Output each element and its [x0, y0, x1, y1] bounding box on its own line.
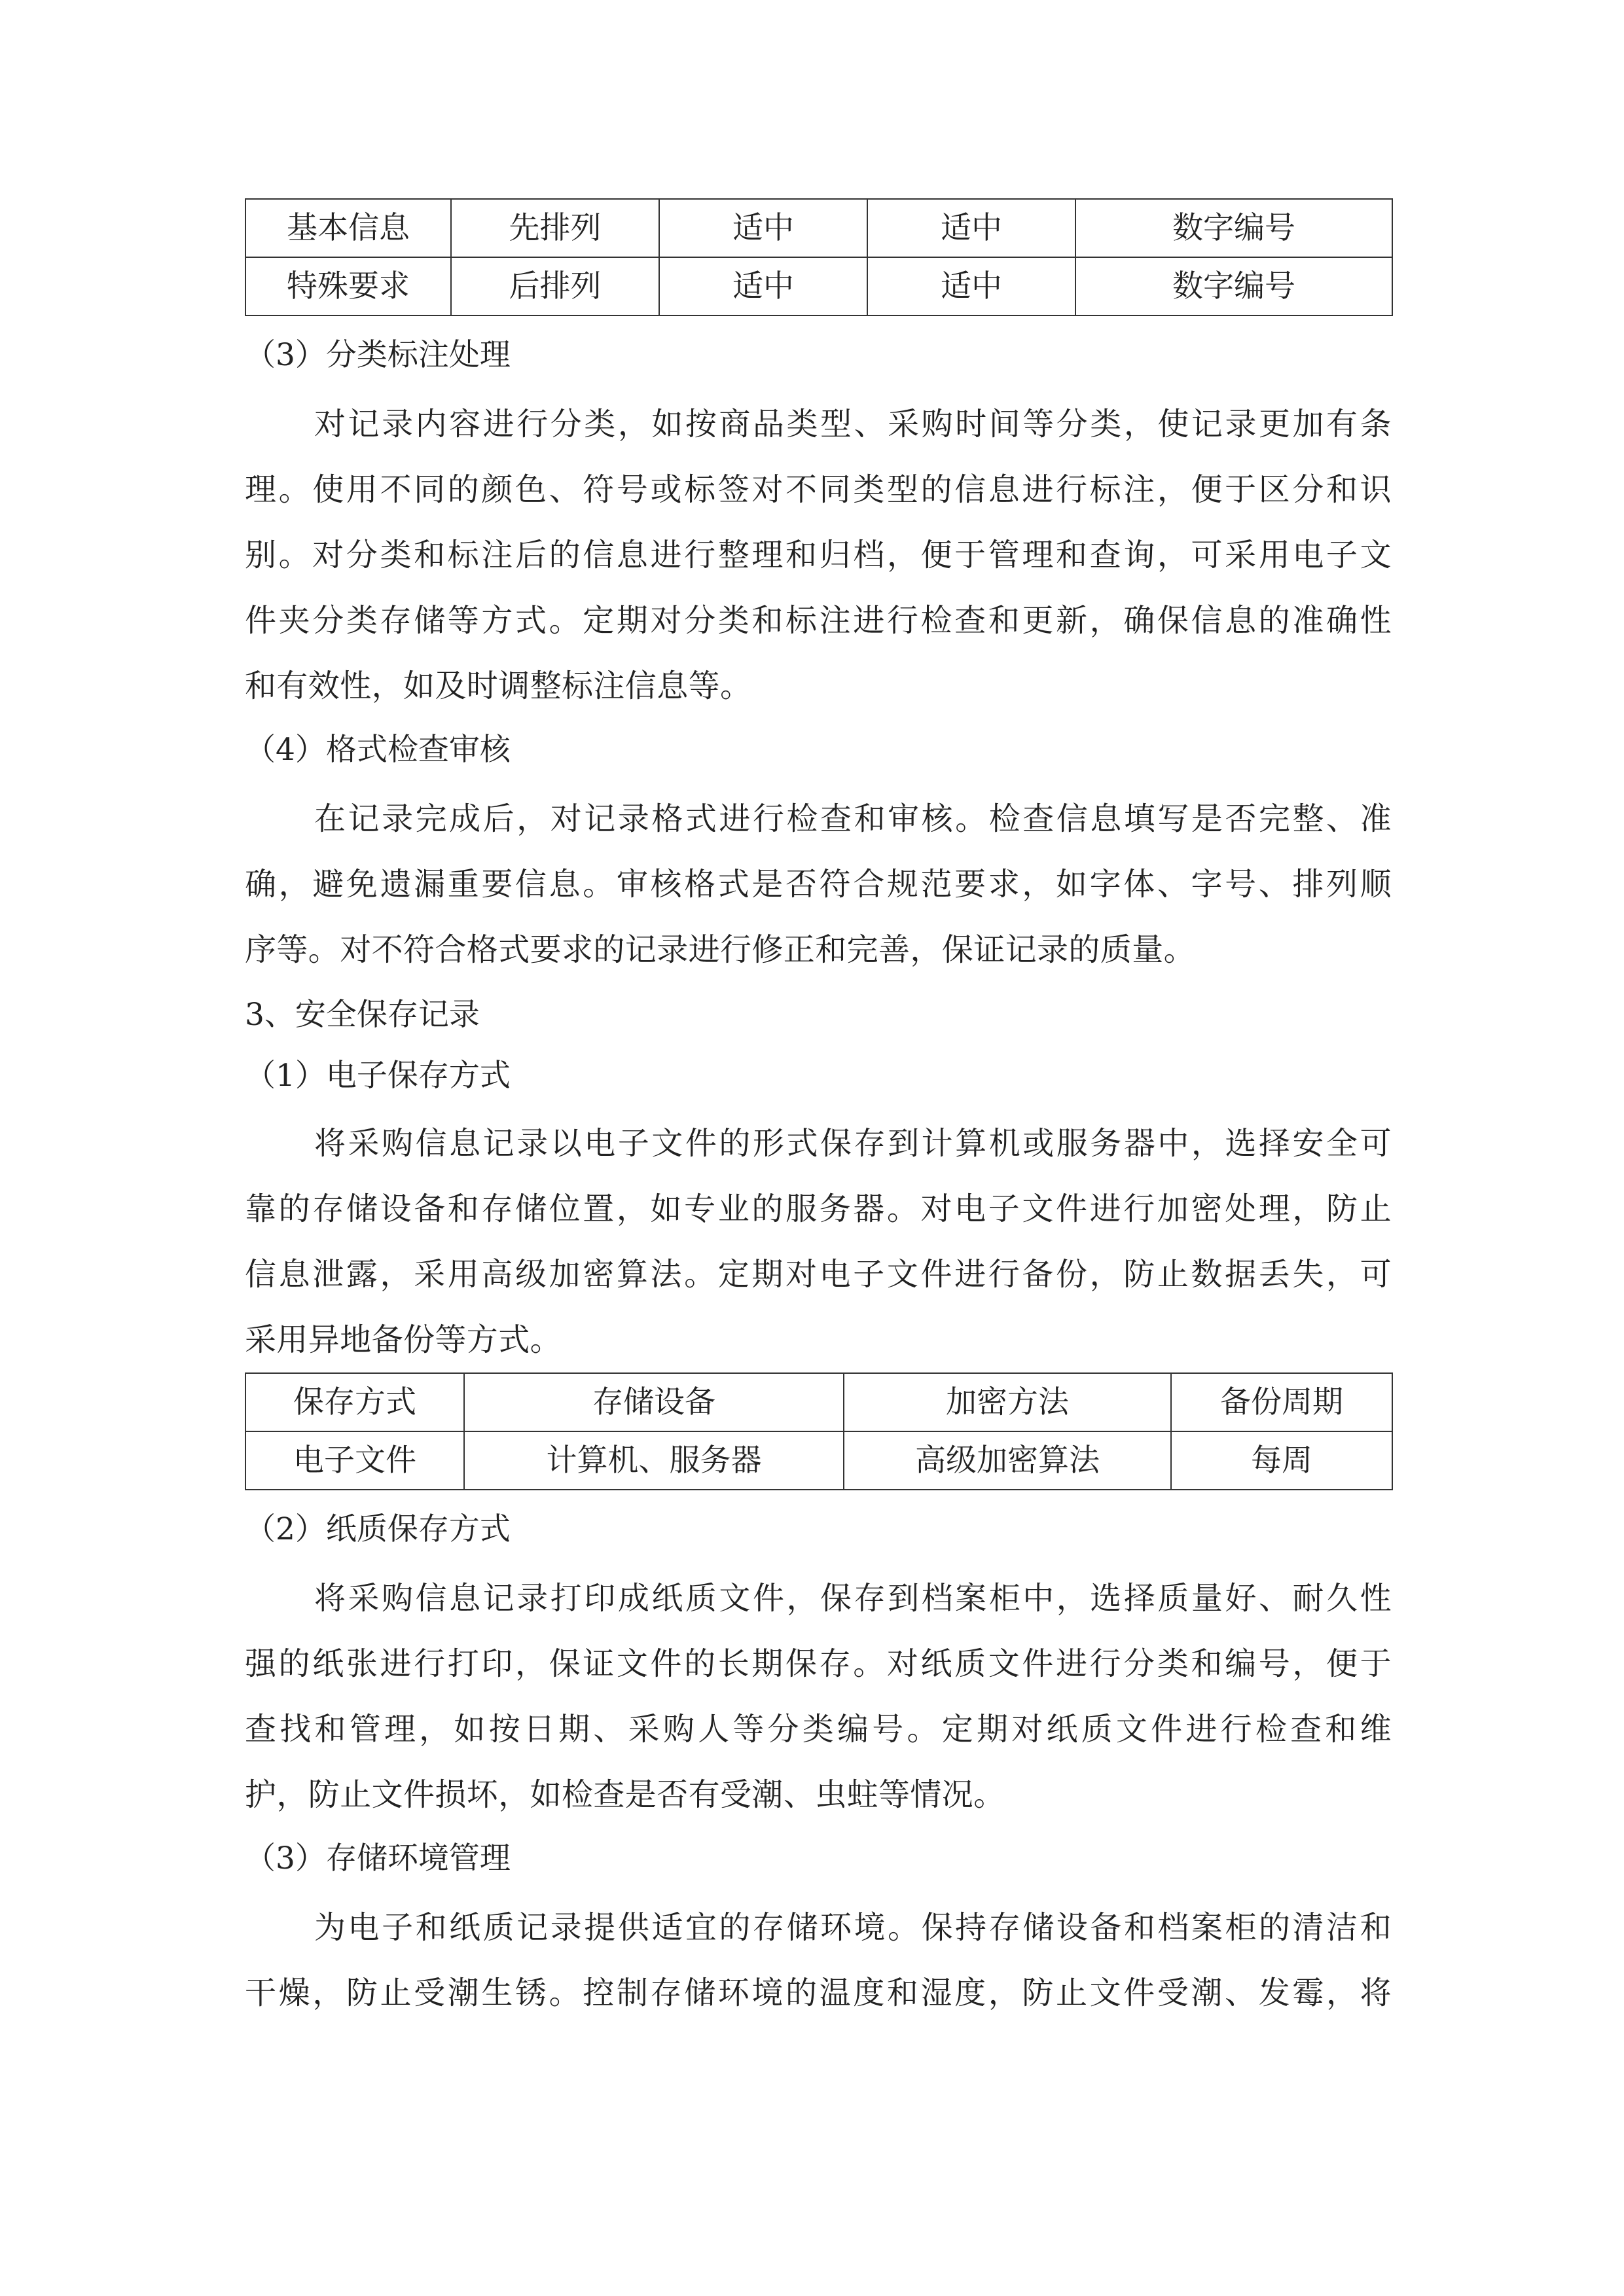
- paragraph-paper: [245, 1566, 1392, 1827]
- section-heading-environment: （3）存储环境管理: [245, 1840, 511, 1876]
- section-heading-format-check: （4）格式检查审核: [245, 732, 511, 768]
- table-cell: 适中: [867, 257, 1075, 315]
- paragraph-line: 护，防止文件损坏，如检查是否有受潮、虫蛀等情况。: [245, 1776, 1005, 1813]
- paragraph-line: 干燥，防止受潮生锈。控制存储环境的温度和湿度，防止文件受潮、发霉，将: [245, 1975, 1392, 2011]
- table-header-cell: 保存方式: [245, 1373, 464, 1431]
- table-row: [245, 199, 1392, 257]
- paragraph-line: 将采购信息记录以电子文件的形式保存到计算机或服务器中，选择安全可: [314, 1125, 1392, 1162]
- table-row: [245, 1431, 1392, 1490]
- table-cell: 计算机、服务器: [464, 1431, 844, 1490]
- paragraph-line: 将采购信息记录打印成纸质文件，保存到档案柜中，选择质量好、耐久性: [314, 1580, 1392, 1617]
- table-header-cell: 备份周期: [1171, 1373, 1392, 1431]
- paragraph-line: 和有效性，如及时调整标注信息等。: [245, 668, 752, 704]
- paragraph-line: 靠的存储设备和存储位置，如专业的服务器。对电子文件进行加密处理，防止: [245, 1191, 1392, 1227]
- part-heading-safe-storage: 3、安全保存记录: [245, 997, 480, 1033]
- paragraph-line: 强的纸张进行打印，保证文件的长期保存。对纸质文件进行分类和编号，便于: [245, 1645, 1392, 1682]
- paragraph-format-check: [245, 786, 1392, 982]
- table-header-cell: 加密方法: [844, 1373, 1171, 1431]
- paragraph-line: 别。对分类和标注后的信息进行整理和归档，便于管理和查询，可采用电子文: [245, 537, 1392, 573]
- paragraph-line: 信息泄露，采用高级加密算法。定期对电子文件进行备份，防止数据丢失，可: [245, 1256, 1392, 1293]
- paragraph-line: 件夹分类存储等方式。定期对分类和标注进行检查和更新，确保信息的准确性: [245, 602, 1392, 639]
- table-header-row: [245, 1373, 1392, 1431]
- paragraph-line: 在记录完成后，对记录格式进行检查和审核。检查信息填写是否完整、准: [314, 800, 1392, 837]
- table-cell: 数字编号: [1075, 257, 1392, 315]
- paragraph-line: 序等。对不符合格式要求的记录进行修正和完善，保证记录的质量。: [245, 931, 1196, 968]
- paragraph-line: 理。使用不同的颜色、符号或标签对不同类型的信息进行标注，便于区分和识: [245, 471, 1392, 508]
- paragraph-line: 确，避免遗漏重要信息。审核格式是否符合规范要求，如字体、字号、排列顺: [245, 866, 1392, 903]
- table-cell: 电子文件: [245, 1431, 464, 1490]
- table-cell: 数字编号: [1075, 199, 1392, 257]
- format-table: [245, 198, 1393, 316]
- table-cell: 特殊要求: [245, 257, 451, 315]
- paragraph-line: 为电子和纸质记录提供适宜的存储环境。保持存储设备和档案柜的清洁和: [314, 1909, 1392, 1946]
- table-cell: 适中: [659, 199, 867, 257]
- paragraph-electronic: [245, 1111, 1392, 1372]
- table-cell: 每周: [1171, 1431, 1392, 1490]
- table-header-cell: 存储设备: [464, 1373, 844, 1431]
- table-cell: 后排列: [451, 257, 659, 315]
- paragraph-classification: [245, 391, 1392, 719]
- table-cell: 适中: [659, 257, 867, 315]
- table-cell: 基本信息: [245, 199, 451, 257]
- table-cell: 适中: [867, 199, 1075, 257]
- paragraph-line: 查找和管理，如按日期、采购人等分类编号。定期对纸质文件进行检查和维: [245, 1711, 1392, 1748]
- paragraph-environment: [245, 1895, 1392, 2026]
- paragraph-line: 对记录内容进行分类，如按商品类型、采购时间等分类，使记录更加有条: [314, 406, 1392, 442]
- table-cell: 高级加密算法: [844, 1431, 1171, 1490]
- section-heading-electronic: （1）电子保存方式: [245, 1058, 511, 1094]
- section-heading-paper: （2）纸质保存方式: [245, 1511, 511, 1547]
- table-cell: 先排列: [451, 199, 659, 257]
- paragraph-line: 采用异地备份等方式。: [245, 1321, 562, 1358]
- section-heading-classification: （3）分类标注处理: [245, 337, 511, 373]
- storage-table: [245, 1372, 1393, 1490]
- table-row: [245, 257, 1392, 315]
